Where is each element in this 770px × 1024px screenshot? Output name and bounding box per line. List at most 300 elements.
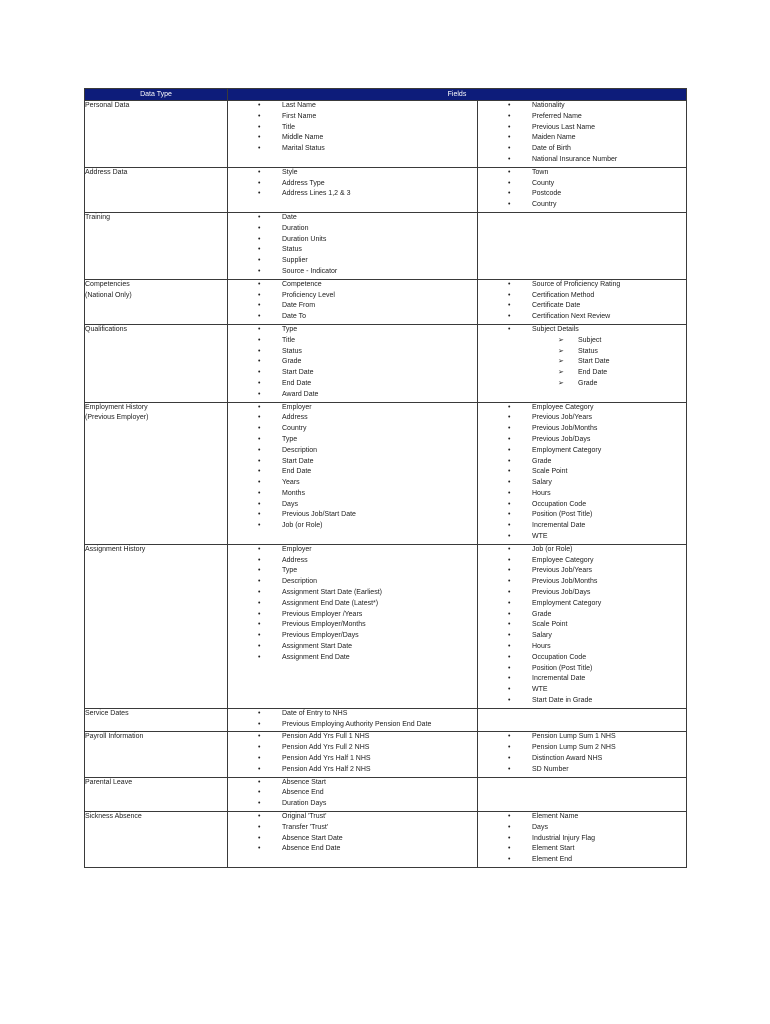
list-item bbox=[228, 588, 477, 599]
field-label: Employee Category bbox=[532, 556, 594, 564]
list-item bbox=[228, 357, 477, 368]
field-label: Assignment End Date (Latest*) bbox=[282, 599, 379, 607]
fields-left-cell bbox=[228, 212, 478, 279]
field-label: Employer bbox=[282, 545, 312, 553]
field-label: Date of Birth bbox=[532, 145, 571, 153]
list-item bbox=[228, 500, 477, 511]
list-item bbox=[478, 446, 686, 457]
field-label: Previous Employer/Days bbox=[282, 632, 359, 640]
field-label: Status bbox=[282, 246, 302, 254]
bullet-icon: • bbox=[508, 643, 511, 651]
list-item bbox=[228, 778, 477, 789]
bullet-icon: • bbox=[508, 632, 511, 640]
bullet-icon: • bbox=[508, 522, 511, 530]
bullet-icon: • bbox=[508, 686, 511, 694]
fields-right-list bbox=[478, 403, 686, 543]
bullet-icon: • bbox=[258, 235, 261, 243]
arrow-bullet-icon: ➢ bbox=[558, 347, 564, 355]
list-item bbox=[478, 754, 686, 765]
bullet-icon: • bbox=[258, 834, 261, 842]
bullet-icon: • bbox=[508, 446, 511, 454]
data-type-cell bbox=[85, 101, 228, 168]
arrow-bullet-icon: ➢ bbox=[558, 358, 564, 366]
field-label: Pension Add Yrs Half 1 NHS bbox=[282, 755, 371, 763]
fields-left-list bbox=[228, 812, 477, 855]
list-item bbox=[228, 256, 477, 267]
fields-left-cell bbox=[228, 708, 478, 732]
field-label: Pension Add Yrs Full 2 NHS bbox=[282, 744, 370, 752]
field-label: Address Lines 1,2 & 3 bbox=[282, 190, 351, 198]
fields-right-list bbox=[478, 325, 686, 336]
fields-right-cell bbox=[478, 777, 687, 811]
fields-left-cell bbox=[228, 101, 478, 168]
list-item bbox=[228, 213, 477, 224]
fields-right-cell bbox=[478, 708, 687, 732]
list-item bbox=[478, 610, 686, 621]
field-label: Job (or Role) bbox=[532, 545, 573, 553]
bullet-icon: • bbox=[258, 379, 261, 387]
bullet-icon: • bbox=[508, 813, 511, 820]
list-item bbox=[478, 500, 686, 511]
bullet-icon: • bbox=[508, 834, 511, 842]
bullet-icon: • bbox=[258, 789, 261, 797]
fields-left-list bbox=[228, 168, 477, 200]
list-item bbox=[228, 446, 477, 457]
bullet-icon: • bbox=[508, 302, 511, 310]
bullet-icon: • bbox=[508, 134, 511, 142]
field-label: Address bbox=[282, 414, 308, 422]
field-label: Start Date in Grade bbox=[532, 697, 593, 705]
data-type-cell bbox=[85, 212, 228, 279]
bullet-icon: • bbox=[508, 155, 511, 163]
list-item bbox=[478, 200, 686, 211]
list-item bbox=[478, 155, 686, 166]
field-label: Transfer 'Trust' bbox=[282, 823, 329, 831]
field-label: Previous Employer/Months bbox=[282, 621, 366, 629]
bullet-icon: • bbox=[258, 489, 261, 497]
field-label: Previous Job/Days bbox=[532, 435, 591, 443]
bullet-icon: • bbox=[258, 390, 261, 398]
data-type-label: Payroll Information bbox=[85, 733, 144, 741]
list-item bbox=[478, 478, 686, 489]
list-item bbox=[228, 732, 477, 743]
list-item bbox=[478, 844, 686, 855]
field-label: Address bbox=[282, 556, 308, 564]
bullet-icon: • bbox=[258, 414, 261, 422]
sub-list-item bbox=[478, 347, 686, 358]
fields-right-list bbox=[478, 545, 686, 707]
list-item bbox=[228, 403, 477, 414]
list-item bbox=[228, 788, 477, 799]
bullet-icon: • bbox=[258, 556, 261, 564]
field-label: Years bbox=[282, 479, 300, 487]
field-label: Employment Category bbox=[532, 446, 602, 454]
fields-right-list bbox=[478, 168, 686, 211]
list-item bbox=[478, 403, 686, 414]
bullet-icon: • bbox=[258, 522, 261, 530]
fields-left-list bbox=[228, 778, 477, 810]
list-item bbox=[228, 235, 477, 246]
list-item bbox=[478, 457, 686, 468]
list-item bbox=[228, 189, 477, 200]
list-item bbox=[478, 424, 686, 435]
sub-list-item bbox=[478, 368, 686, 379]
fields-left-cell bbox=[228, 167, 478, 212]
field-label: Town bbox=[532, 168, 549, 176]
list-item bbox=[478, 521, 686, 532]
bullet-icon: • bbox=[258, 403, 261, 411]
bullet-icon: • bbox=[508, 500, 511, 508]
data-type-cell bbox=[85, 279, 228, 324]
field-label: Distinction Award NHS bbox=[532, 755, 603, 763]
table-row bbox=[85, 212, 687, 279]
list-item bbox=[478, 588, 686, 599]
bullet-icon: • bbox=[508, 589, 511, 597]
list-item bbox=[228, 642, 477, 653]
list-item bbox=[228, 577, 477, 588]
bullet-icon: • bbox=[258, 610, 261, 618]
field-label: Element Start bbox=[532, 845, 575, 853]
data-type-label: Sickness Absence bbox=[85, 813, 142, 820]
bullet-icon: • bbox=[258, 246, 261, 254]
field-label: Incremental Date bbox=[532, 675, 586, 683]
bullet-icon: • bbox=[508, 325, 511, 333]
data-type-label: Assignment History bbox=[85, 545, 146, 553]
list-item bbox=[478, 765, 686, 776]
bullet-icon: • bbox=[258, 720, 261, 728]
list-item bbox=[478, 743, 686, 754]
field-label: Salary bbox=[532, 479, 552, 487]
table-body bbox=[85, 101, 687, 868]
field-label: Type bbox=[282, 435, 298, 443]
field-label: Absence End Date bbox=[282, 845, 341, 853]
bullet-icon: • bbox=[508, 856, 511, 864]
field-label: Title bbox=[282, 123, 295, 131]
bullet-icon: • bbox=[508, 123, 511, 131]
list-item bbox=[228, 245, 477, 256]
field-label: Job (or Role) bbox=[282, 522, 323, 530]
field-label: First Name bbox=[282, 112, 317, 120]
field-label: Previous Job/Months bbox=[532, 578, 598, 586]
field-label: Start Date bbox=[282, 457, 314, 465]
data-type-cell bbox=[85, 167, 228, 212]
field-label: Date of Entry to NHS bbox=[282, 709, 348, 717]
list-item bbox=[478, 510, 686, 521]
fields-left-cell bbox=[228, 279, 478, 324]
field-label: Type bbox=[282, 325, 298, 333]
bullet-icon: • bbox=[258, 446, 261, 454]
field-label: Incremental Date bbox=[532, 522, 586, 530]
field-label: Grade bbox=[532, 610, 552, 618]
bullet-icon: • bbox=[258, 358, 261, 366]
fields-left-cell bbox=[228, 812, 478, 868]
field-label: Pension Add Yrs Half 2 NHS bbox=[282, 765, 371, 773]
data-type-label: Qualifications bbox=[85, 325, 128, 333]
bullet-icon: • bbox=[508, 697, 511, 705]
bullet-icon: • bbox=[508, 435, 511, 443]
list-item bbox=[478, 664, 686, 675]
bullet-icon: • bbox=[258, 145, 261, 153]
field-label: Element End bbox=[532, 856, 573, 864]
field-label: Previous Last Name bbox=[532, 123, 596, 131]
list-item bbox=[478, 696, 686, 707]
bullet-icon: • bbox=[258, 578, 261, 586]
list-item bbox=[228, 743, 477, 754]
bullet-icon: • bbox=[258, 435, 261, 443]
list-item bbox=[228, 112, 477, 123]
bullet-icon: • bbox=[508, 765, 511, 773]
bullet-icon: • bbox=[508, 468, 511, 476]
bullet-icon: • bbox=[508, 280, 511, 288]
field-label: Address Type bbox=[282, 179, 325, 187]
list-item bbox=[478, 545, 686, 556]
field-label: Previous Job/Years bbox=[532, 567, 593, 575]
bullet-icon: • bbox=[508, 145, 511, 153]
fields-left-cell bbox=[228, 732, 478, 777]
list-item bbox=[478, 631, 686, 642]
bullet-icon: • bbox=[258, 800, 261, 808]
data-type-label: Address Data bbox=[85, 168, 128, 176]
table-row bbox=[85, 708, 687, 732]
bullet-icon: • bbox=[258, 744, 261, 752]
field-label: Pension Lump Sum 1 NHS bbox=[532, 733, 616, 741]
field-label: Nationality bbox=[532, 102, 565, 109]
field-label: Employer bbox=[282, 403, 312, 411]
field-label: Grade bbox=[532, 457, 552, 465]
list-item bbox=[478, 620, 686, 631]
list-item bbox=[228, 368, 477, 379]
fields-right-list bbox=[478, 812, 686, 866]
list-item bbox=[478, 179, 686, 190]
field-label: National Insurance Number bbox=[532, 155, 618, 163]
list-item bbox=[228, 834, 477, 845]
bullet-icon: • bbox=[258, 755, 261, 763]
field-label: Pension Lump Sum 2 NHS bbox=[532, 744, 616, 752]
field-label: Middle Name bbox=[282, 134, 324, 142]
bullet-icon: • bbox=[258, 347, 261, 355]
list-item bbox=[478, 834, 686, 845]
field-label: Previous Employing Authority Pension End Date bbox=[282, 720, 432, 728]
fields-left-cell bbox=[228, 544, 478, 708]
list-item bbox=[478, 467, 686, 478]
bullet-icon: • bbox=[508, 755, 511, 763]
list-item bbox=[478, 855, 686, 866]
bullet-icon: • bbox=[508, 567, 511, 575]
list-item bbox=[228, 325, 477, 336]
list-item bbox=[478, 577, 686, 588]
table-row bbox=[85, 167, 687, 212]
field-label: End Date bbox=[282, 379, 312, 387]
field-label: Assignment Start Date (Earliest) bbox=[282, 589, 382, 597]
list-item bbox=[228, 457, 477, 468]
bullet-icon: • bbox=[258, 134, 261, 142]
list-item bbox=[228, 545, 477, 556]
field-label: County bbox=[532, 179, 555, 187]
field-label: Employment Category bbox=[532, 599, 602, 607]
table-row bbox=[85, 101, 687, 168]
list-item bbox=[228, 799, 477, 810]
fields-right-list bbox=[478, 280, 686, 323]
bullet-icon: • bbox=[258, 425, 261, 433]
fields-left-cell bbox=[228, 777, 478, 811]
field-label: Competence bbox=[282, 280, 322, 288]
table-row bbox=[85, 812, 687, 868]
field-label: Previous Job/Years bbox=[532, 414, 593, 422]
table-row bbox=[85, 544, 687, 708]
sub-list-item bbox=[478, 379, 686, 390]
field-label: Absence Start Date bbox=[282, 834, 343, 842]
fields-right-cell bbox=[478, 167, 687, 212]
list-item bbox=[228, 599, 477, 610]
field-label: WTE bbox=[532, 686, 548, 694]
list-item bbox=[228, 267, 477, 278]
field-label: Description bbox=[282, 446, 318, 454]
field-label: Hours bbox=[532, 489, 551, 497]
field-label: Scale Point bbox=[532, 621, 568, 629]
fields-right-cell bbox=[478, 544, 687, 708]
data-type-cell bbox=[85, 732, 228, 777]
list-item bbox=[478, 101, 686, 112]
bullet-icon: • bbox=[258, 257, 261, 265]
table-row bbox=[85, 732, 687, 777]
list-item bbox=[478, 653, 686, 664]
fields-left-list bbox=[228, 101, 477, 155]
fields-left-list bbox=[228, 325, 477, 401]
field-label: Date bbox=[282, 213, 297, 221]
bullet-icon: • bbox=[508, 179, 511, 187]
bullet-icon: • bbox=[258, 280, 261, 288]
field-label: Marital Status bbox=[282, 145, 325, 153]
field-label: Element Name bbox=[532, 813, 579, 820]
header-data-type: Data Type bbox=[85, 89, 228, 101]
bullet-icon: • bbox=[258, 325, 261, 333]
list-item bbox=[228, 812, 477, 823]
field-label: Employee Category bbox=[532, 403, 594, 411]
list-item bbox=[228, 754, 477, 765]
bullet-icon: • bbox=[508, 403, 511, 411]
data-type-label: (National Only) bbox=[85, 291, 132, 299]
list-item bbox=[228, 631, 477, 642]
bullet-icon: • bbox=[258, 813, 261, 820]
table-row bbox=[85, 279, 687, 324]
bullet-icon: • bbox=[258, 621, 261, 629]
data-fields-table bbox=[84, 88, 687, 868]
list-item bbox=[478, 812, 686, 823]
bullet-icon: • bbox=[258, 168, 261, 176]
bullet-icon: • bbox=[508, 744, 511, 752]
list-item bbox=[228, 653, 477, 664]
list-item bbox=[228, 424, 477, 435]
field-label: Absence Start bbox=[282, 778, 326, 786]
field-label: Type bbox=[282, 567, 298, 575]
bullet-icon: • bbox=[508, 610, 511, 618]
list-item bbox=[228, 280, 477, 291]
field-label: Salary bbox=[532, 632, 552, 640]
bullet-icon: • bbox=[508, 190, 511, 198]
data-type-cell bbox=[85, 812, 228, 868]
list-item bbox=[228, 390, 477, 401]
bullet-icon: • bbox=[508, 313, 511, 321]
bullet-icon: • bbox=[508, 489, 511, 497]
list-item bbox=[228, 510, 477, 521]
bullet-icon: • bbox=[258, 778, 261, 786]
field-label: Date From bbox=[282, 302, 316, 310]
bullet-icon: • bbox=[258, 567, 261, 575]
bullet-icon: • bbox=[258, 123, 261, 131]
list-item bbox=[478, 325, 686, 336]
field-label: Previous Job/Months bbox=[532, 425, 598, 433]
field-label: Previous Job/Start Date bbox=[282, 511, 356, 519]
bullet-icon: • bbox=[258, 102, 261, 109]
list-item bbox=[228, 435, 477, 446]
list-item bbox=[478, 133, 686, 144]
list-item bbox=[228, 620, 477, 631]
bullet-icon: • bbox=[258, 302, 261, 310]
bullet-icon: • bbox=[508, 479, 511, 487]
list-item bbox=[228, 347, 477, 358]
sub-field-label: End Date bbox=[578, 369, 608, 377]
list-item bbox=[228, 312, 477, 323]
fields-right-cell bbox=[478, 212, 687, 279]
field-label: Occupation Code bbox=[532, 500, 587, 508]
field-label: Style bbox=[282, 168, 298, 176]
bullet-icon: • bbox=[258, 336, 261, 344]
data-type-cell bbox=[85, 708, 228, 732]
field-label: Days bbox=[282, 500, 298, 508]
list-item bbox=[228, 179, 477, 190]
list-item bbox=[478, 823, 686, 834]
bullet-icon: • bbox=[508, 556, 511, 564]
bullet-icon: • bbox=[508, 599, 511, 607]
list-item bbox=[478, 413, 686, 424]
list-item bbox=[478, 532, 686, 543]
list-item bbox=[478, 732, 686, 743]
bullet-icon: • bbox=[258, 733, 261, 741]
fields-left-cell bbox=[228, 324, 478, 402]
bullet-icon: • bbox=[258, 190, 261, 198]
arrow-bullet-icon: ➢ bbox=[558, 369, 564, 377]
field-label: Assignment Start Date bbox=[282, 643, 353, 651]
bullet-icon: • bbox=[508, 291, 511, 299]
bullet-icon: • bbox=[258, 599, 261, 607]
data-type-cell bbox=[85, 544, 228, 708]
data-type-label: Parental Leave bbox=[85, 778, 133, 786]
list-item bbox=[228, 168, 477, 179]
field-label: Title bbox=[282, 336, 295, 344]
field-label: Postcode bbox=[532, 190, 562, 198]
data-type-label: Employment History bbox=[85, 403, 148, 411]
sub-field-label: Subject bbox=[578, 336, 602, 344]
bullet-icon: • bbox=[508, 653, 511, 661]
sub-field-label: Start Date bbox=[578, 358, 610, 366]
bullet-icon: • bbox=[258, 653, 261, 661]
field-label: Assignment End Date bbox=[282, 653, 350, 661]
field-label: Duration Units bbox=[282, 235, 327, 243]
bullet-icon: • bbox=[258, 313, 261, 321]
field-label: Subject Details bbox=[532, 325, 579, 333]
list-item bbox=[478, 301, 686, 312]
field-label: Source of Proficiency Rating bbox=[532, 280, 621, 288]
bullet-icon: • bbox=[258, 369, 261, 377]
bullet-icon: • bbox=[258, 511, 261, 519]
list-item bbox=[478, 112, 686, 123]
field-label: Certification Next Review bbox=[532, 313, 611, 321]
bullet-icon: • bbox=[258, 267, 261, 275]
list-item bbox=[478, 674, 686, 685]
fields-left-cell bbox=[228, 402, 478, 544]
fields-left-list bbox=[228, 213, 477, 278]
list-item bbox=[478, 685, 686, 696]
